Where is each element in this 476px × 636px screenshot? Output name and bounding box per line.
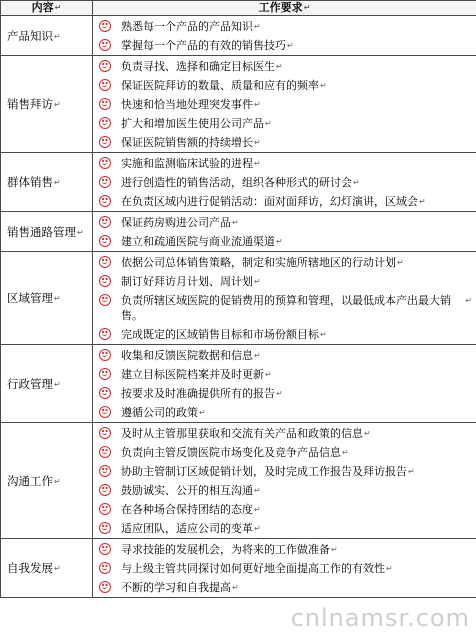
table-body <box>1 16 476 598</box>
paragraph-mark: ↵ <box>232 583 239 592</box>
smiley-icon <box>99 522 111 534</box>
smiley-icon <box>99 256 111 268</box>
requirement-text: 鼓励诚实、公开的相互沟通 <box>121 484 253 497</box>
requirement-item <box>93 519 476 538</box>
paragraph-mark: ↵ <box>276 237 283 246</box>
requirement-text: 快速和恰当地处理突发事件 <box>121 98 253 111</box>
header-requirement <box>93 1 476 16</box>
requirement-item <box>93 192 476 211</box>
requirement-text: 收集和反馈医院数据和信息 <box>121 349 253 362</box>
smiley-icon <box>99 216 111 228</box>
paragraph-mark: ↵ <box>397 258 404 267</box>
section-requirements <box>93 16 476 56</box>
smiley-icon <box>99 349 111 361</box>
requirement-item <box>93 346 476 365</box>
section-requirements <box>93 56 476 153</box>
paragraph-mark: ↵ <box>77 227 84 237</box>
section-category <box>1 212 93 252</box>
section-category-label: 沟通工作 <box>7 473 53 488</box>
section-category-label: 自我发展 <box>7 561 53 575</box>
requirement-text: 不断的学习和自我提高 <box>121 581 231 594</box>
requirement-item <box>93 424 476 443</box>
requirement-item <box>93 232 476 251</box>
requirement-text: 制订好拜访月计划、周计划 <box>121 275 253 288</box>
section-category <box>1 345 93 423</box>
requirement-text: 完成既定的区域销售目标和市场份额目标 <box>121 328 319 341</box>
smiley-icon <box>99 465 111 477</box>
section-category <box>1 16 93 56</box>
paragraph-mark: ↵ <box>465 296 472 305</box>
section-category-label: 产品知识 <box>7 28 53 43</box>
section-row <box>1 153 476 212</box>
requirement-list <box>93 16 476 55</box>
requirement-item <box>93 500 476 519</box>
paragraph-mark: ↵ <box>287 41 294 50</box>
paragraph-mark: ↵ <box>54 31 61 41</box>
header-content-label: 内容 <box>31 1 54 14</box>
paragraph-mark: ↵ <box>254 159 261 168</box>
smiley-icon <box>99 562 111 574</box>
smiley-icon <box>99 39 111 51</box>
section-category <box>1 423 93 539</box>
requirement-item <box>93 365 476 384</box>
section-category <box>1 539 93 598</box>
requirement-item <box>93 462 476 481</box>
requirement-item <box>93 133 476 152</box>
paragraph-mark: ↵ <box>364 429 371 438</box>
paragraph-mark: ↵ <box>265 119 272 128</box>
requirement-item <box>93 154 476 173</box>
smiley-icon <box>99 20 111 32</box>
requirement-item <box>93 173 476 192</box>
smiley-icon <box>99 235 111 247</box>
requirement-text: 在负责区域内进行促销活动：面对面拜访，幻灯演讲，区域会 <box>121 195 418 208</box>
smiley-icon <box>99 368 111 380</box>
paragraph-mark: ↵ <box>386 564 393 573</box>
section-row <box>1 345 476 423</box>
paragraph-mark: ↵ <box>331 545 338 554</box>
header-requirement-label: 工作要求 <box>258 1 303 14</box>
paragraph-mark: ↵ <box>353 178 360 187</box>
smiley-icon <box>99 98 111 110</box>
section-row <box>1 56 476 153</box>
smiley-icon <box>99 446 111 458</box>
paragraph-mark: ↵ <box>54 294 61 303</box>
smiley-icon <box>99 543 111 555</box>
smiley-icon <box>99 427 111 439</box>
paragraph-mark: ↵ <box>303 3 311 12</box>
requirement-item <box>93 540 476 559</box>
requirement-text: 实施和监测临床试验的进程 <box>121 157 253 170</box>
paragraph-mark: ↵ <box>54 178 61 187</box>
section-row <box>1 16 476 56</box>
requirement-item <box>93 325 476 344</box>
smiley-icon <box>99 275 111 287</box>
requirement-item <box>93 481 476 500</box>
requirement-item <box>93 403 476 422</box>
requirement-text: 按要求及时准确提供所有的报告 <box>121 387 275 400</box>
requirement-text: 协助主管制订区域促销计划，及时完成工作报告及拜访报告 <box>121 465 407 478</box>
paragraph-mark: ↵ <box>320 81 327 90</box>
requirement-text: 负责向主管反馈医院市场变化及竞争产品信息 <box>121 446 341 459</box>
paragraph-mark: ↵ <box>254 277 261 286</box>
requirement-text: 建立目标医院档案并及时更新 <box>121 368 264 381</box>
section-requirements <box>93 423 476 539</box>
paragraph-mark: ↵ <box>254 524 261 533</box>
requirement-item <box>93 76 476 95</box>
requirement-item <box>93 578 476 597</box>
paragraph-mark: ↵ <box>254 351 261 360</box>
paragraph-mark: ↵ <box>54 100 61 109</box>
paragraph-mark: ↵ <box>265 370 272 379</box>
section-requirements <box>93 153 476 212</box>
paragraph-mark: ↵ <box>254 486 261 495</box>
paragraph-mark: ↵ <box>232 218 239 227</box>
smiley-icon <box>99 176 111 188</box>
paragraph-mark: ↵ <box>419 197 426 206</box>
smiley-icon <box>99 387 111 399</box>
paragraph-mark: ↵ <box>54 379 61 389</box>
requirement-text: 负责寻找、选择和确定目标医生 <box>121 60 275 73</box>
requirement-list <box>93 345 476 422</box>
requirement-item <box>93 17 476 36</box>
section-row <box>1 252 476 345</box>
smiley-icon <box>99 117 111 129</box>
requirement-item <box>93 213 476 232</box>
paragraph-mark: ↵ <box>276 389 283 398</box>
requirement-text: 适应团队，适应公司的变革 <box>121 522 253 535</box>
requirement-text: 掌握每一个产品的有效的销售技巧 <box>121 39 286 52</box>
paragraph-mark: ↵ <box>54 564 61 573</box>
section-requirements <box>93 539 476 598</box>
requirement-item <box>93 443 476 462</box>
requirement-item <box>93 291 476 325</box>
smiley-icon <box>99 136 111 148</box>
requirement-list <box>93 212 476 251</box>
requirement-item <box>93 253 476 272</box>
section-category <box>1 252 93 345</box>
smiley-icon <box>99 294 111 306</box>
section-category-label: 群体销售 <box>7 175 53 189</box>
requirement-text: 与上级主管共同探讨如何更好地全面提高工作的有效性 <box>121 562 385 575</box>
requirement-list <box>93 539 476 597</box>
smiley-icon <box>99 79 111 91</box>
paragraph-mark: ↵ <box>54 476 61 486</box>
header-content <box>1 1 93 16</box>
smiley-icon <box>99 60 111 72</box>
paragraph-mark: ↵ <box>254 22 261 31</box>
paragraph-mark: ↵ <box>54 3 62 12</box>
requirement-text: 寻求技能的发展机会，为将来的工作做准备 <box>121 543 330 556</box>
requirement-text: 遵循公司的政策 <box>121 406 198 419</box>
requirement-item <box>93 57 476 76</box>
requirement-list <box>93 252 476 344</box>
section-row <box>1 212 476 252</box>
requirement-text: 保证医院拜访的数量、质量和应有的频率 <box>121 79 319 92</box>
section-category <box>1 56 93 153</box>
smiley-icon <box>99 581 111 593</box>
section-category-label: 区域管理 <box>7 291 53 305</box>
header-row <box>1 1 476 16</box>
section-category-label: 销售拜访 <box>7 97 53 111</box>
requirement-text: 依据公司总体销售策略，制定和实施所辖地区的行动计划 <box>121 256 396 269</box>
smiley-icon <box>99 157 111 169</box>
section-requirements <box>93 212 476 252</box>
paragraph-mark: ↵ <box>254 138 261 147</box>
requirement-list <box>93 153 476 211</box>
requirement-text: 保证药房购进公司产品 <box>121 216 231 229</box>
paragraph-mark: ↵ <box>342 448 349 457</box>
watermark: cnlnamsr.com <box>290 604 470 632</box>
requirement-text: 进行创造性的销售活动，组织各种形式的研讨会 <box>121 176 352 189</box>
requirement-item <box>93 559 476 578</box>
section-requirements <box>93 345 476 423</box>
smiley-icon <box>99 195 111 207</box>
paragraph-mark: ↵ <box>199 408 206 417</box>
paragraph-mark: ↵ <box>254 100 261 109</box>
requirement-item <box>93 384 476 403</box>
smiley-icon <box>99 328 111 340</box>
requirement-item <box>93 272 476 291</box>
smiley-icon <box>99 484 111 496</box>
requirement-text: 扩大和增加医生使用公司产品 <box>121 117 264 130</box>
requirement-text: 建立和疏通医院与商业流通渠道 <box>121 235 275 248</box>
requirement-text: 保证医院销售额的持续增长 <box>121 136 253 149</box>
section-row <box>1 539 476 598</box>
requirement-list <box>93 423 476 538</box>
paragraph-mark: ↵ <box>408 467 415 476</box>
requirement-text: 及时从主管那里获取和交流有关产品和政策的信息 <box>121 427 363 440</box>
section-category <box>1 153 93 212</box>
requirement-text: 在各种场合保持团结的态度 <box>121 503 253 516</box>
requirement-item <box>93 36 476 55</box>
section-row <box>1 423 476 539</box>
section-category-label: 销售通路管理 <box>7 224 76 239</box>
requirement-text: 熟悉每一个产品的产品知识 <box>121 20 253 33</box>
section-category-label: 行政管理 <box>7 376 53 391</box>
paragraph-mark: ↵ <box>320 330 327 339</box>
requirement-item <box>93 95 476 114</box>
paragraph-mark: ↵ <box>276 62 283 71</box>
requirement-list <box>93 56 476 152</box>
smiley-icon <box>99 503 111 515</box>
smiley-icon <box>99 406 111 418</box>
requirement-item <box>93 114 476 133</box>
section-requirements <box>93 252 476 345</box>
requirement-text: 负责所辖区域医院的促销费用的预算和管理，以最低成本产出最大销售。 <box>121 294 451 322</box>
paragraph-mark: ↵ <box>254 505 261 514</box>
